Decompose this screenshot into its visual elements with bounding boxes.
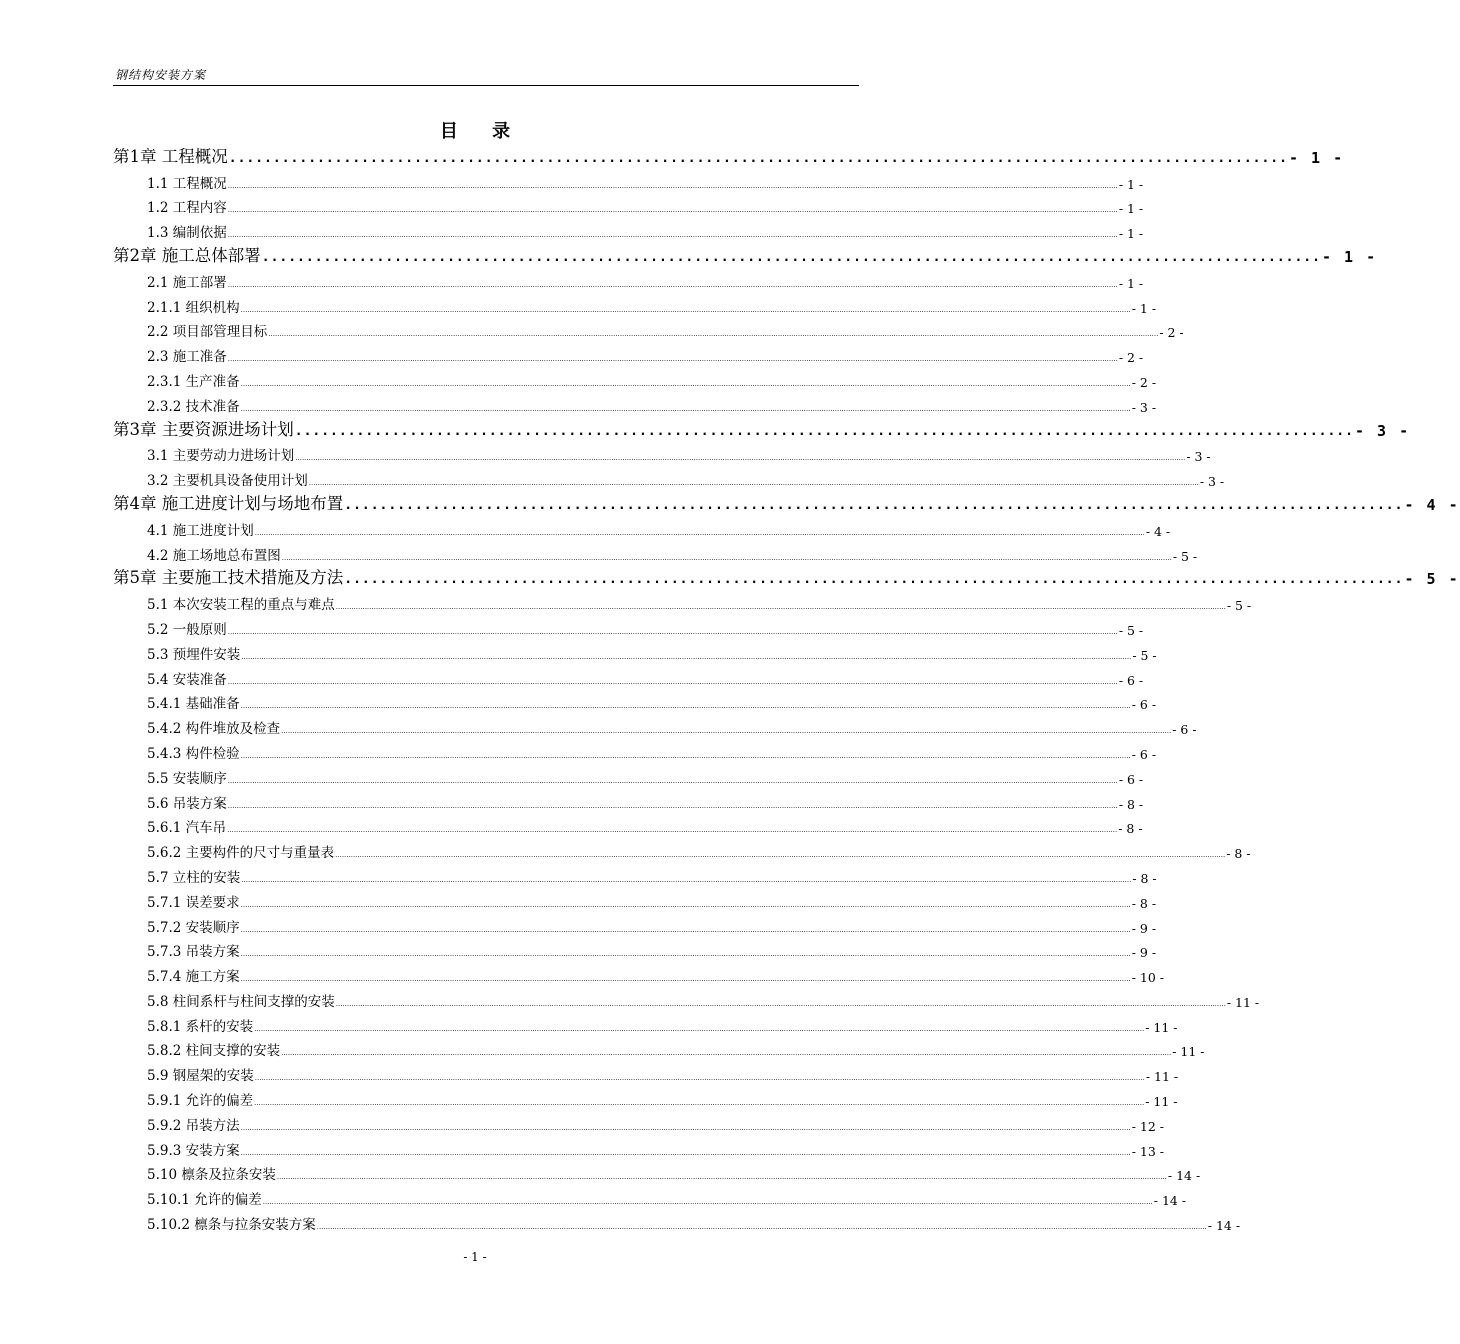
toc-entry-label: 5.7.4 施工方案 xyxy=(147,969,240,986)
toc-section-entry[interactable] xyxy=(113,712,1197,738)
toc-entry-page: - 6 - xyxy=(1131,697,1157,713)
toc-dot-leader: ................................................................................................................................................................................................................................................................................................................................................................................................................ xyxy=(281,727,1172,736)
toc-entry-label: 5.4 安装准备 xyxy=(147,671,227,688)
toc-dot-leader: ........................................................................................................................ xyxy=(294,423,1354,439)
toc-dot-leader: ................................................................................................................................................................................................................................................................................................................................................................................................................ xyxy=(281,1049,1172,1058)
toc-entry-page: - 2 - xyxy=(1118,350,1144,366)
toc-chapter-entry[interactable] xyxy=(113,142,1345,167)
toc-section-entry[interactable] xyxy=(113,936,1157,961)
toc-dot-leader: ................................................................................................................................................................................................................................................................................................................................................................................................................ xyxy=(254,1099,1145,1108)
toc-dot-leader: ................................................................................................................................................................................................................................................................................................................................................................................................................ xyxy=(268,330,1159,339)
toc-dot-leader: ................................................................................................................................................................................................................................................................................................................................................................................................................ xyxy=(227,181,1118,190)
toc-section-entry[interactable] xyxy=(113,911,1157,936)
toc-entry-page: - 5 - xyxy=(1132,647,1157,663)
toc-entry-page: - 12 - xyxy=(1131,1118,1165,1134)
toc-dot-leader: ................................................................................................................................................................................................................................................................................................................................................................................................................ xyxy=(281,553,1172,562)
toc-chapter-entry[interactable] xyxy=(113,564,1460,589)
toc-dot-leader: ................................................................................................................................................................................................................................................................................................................................................................................................................ xyxy=(227,627,1118,636)
toc-section-entry[interactable] xyxy=(113,167,1144,192)
toc-chapter-entry[interactable] xyxy=(113,415,1411,440)
toc-dot-leader: ................................................................................................................................................................................................................................................................................................................................................................................................................ xyxy=(240,702,1131,711)
toc-entry-label: 第2章 施工总体部署 xyxy=(113,245,261,265)
toc-entry-label: 5.7.2 安装顺序 xyxy=(147,919,240,936)
toc-entry-label: 5.5 安装顺序 xyxy=(147,770,227,787)
toc-section-entry[interactable] xyxy=(113,688,1157,713)
toc-chapter-entry[interactable] xyxy=(113,489,1460,514)
toc-entry-label: 2.3.1 生产准备 xyxy=(147,373,240,390)
toc-entry-page: - 13 - xyxy=(1131,1143,1165,1159)
toc-section-entry[interactable] xyxy=(113,365,1157,390)
toc-entry-page: - 5 - xyxy=(1172,548,1198,564)
toc-section-entry[interactable] xyxy=(113,1010,1178,1035)
toc-entry-label: 5.8.2 柱间支撑的安装 xyxy=(147,1043,281,1060)
toc-dot-leader: ........................................................................................................................ xyxy=(228,150,1288,166)
toc-entry-page: - 5 - xyxy=(1404,570,1460,589)
toc-entry-page: - 4 - xyxy=(1404,495,1460,514)
toc-entry-label: 5.3 预埋件安装 xyxy=(147,646,241,663)
toc-entry-page: - 6 - xyxy=(1131,746,1157,762)
toc-dot-leader: ................................................................................................................................................................................................................................................................................................................................................................................................................ xyxy=(227,280,1118,289)
toc-section-entry[interactable] xyxy=(113,1183,1187,1209)
toc-entry-label: 5.9.3 安装方案 xyxy=(147,1142,240,1159)
toc-dot-leader: ................................................................................................................................................................................................................................................................................................................................................................................................................ xyxy=(254,1024,1145,1033)
toc-entry-label: 1.2 工程内容 xyxy=(147,200,227,217)
toc-section-entry[interactable] xyxy=(113,588,1252,614)
toc-section-entry[interactable] xyxy=(113,1208,1241,1234)
toc-section-entry[interactable] xyxy=(113,216,1144,242)
toc-dot-leader: ................................................................................................................................................................................................................................................................................................................................................................................................................ xyxy=(241,652,1132,661)
toc-entry-label: 3.2 主要机具设备使用计划 xyxy=(147,473,308,490)
toc-entry-label: 2.1.1 组织机构 xyxy=(147,299,240,316)
toc-section-entry[interactable] xyxy=(113,539,1198,564)
toc-entry-label: 5.9 钢屋架的安装 xyxy=(147,1068,254,1085)
toc-entry-page: - 8 - xyxy=(1226,846,1251,862)
toc-dot-leader: ................................................................................................................................................................................................................................................................................................................................................................................................................ xyxy=(241,875,1132,884)
toc-dot-leader: ................................................................................................................................................................................................................................................................................................................................................................................................................ xyxy=(227,206,1118,215)
toc-entry-page: - 1 - xyxy=(1118,275,1144,291)
toc-dot-leader: ................................................................................................................................................................................................................................................................................................................................................................................................................ xyxy=(240,975,1131,984)
toc-entry-label: 5.7.1 误差要求 xyxy=(147,894,240,911)
toc-section-entry[interactable] xyxy=(113,390,1157,415)
toc-section-entry[interactable] xyxy=(113,737,1157,762)
toc-section-entry[interactable] xyxy=(113,1109,1165,1134)
toc-entry-label: 第4章 施工进度计划与场地布置 xyxy=(113,493,344,513)
toc-title: 目 录 xyxy=(439,121,525,142)
toc-section-entry[interactable] xyxy=(113,1035,1205,1060)
toc-entry-page: - 11 - xyxy=(1145,1019,1178,1035)
toc-dot-leader: ................................................................................................................................................................................................................................................................................................................................................................................................................ xyxy=(240,379,1131,388)
toc-dot-leader: ................................................................................................................................................................................................................................................................................................................................................................................................................ xyxy=(335,851,1226,860)
toc-dot-leader: ................................................................................................................................................................................................................................................................................................................................................................................................................ xyxy=(240,751,1131,760)
toc-chapter-entry[interactable] xyxy=(113,241,1378,266)
toc-entry-page: - 3 - xyxy=(1186,449,1211,465)
toc-entry-label: 5.4.3 构件检验 xyxy=(147,745,240,762)
toc-entry-page: - 1 - xyxy=(1118,176,1144,192)
toc-entry-page: - 1 - xyxy=(1118,201,1144,217)
toc-entry-page: - 6 - xyxy=(1118,672,1144,688)
toc-dot-leader: ................................................................................................................................................................................................................................................................................................................................................................................................................ xyxy=(262,1198,1153,1207)
toc-section-entry[interactable] xyxy=(113,613,1144,638)
toc-section-entry[interactable] xyxy=(113,1084,1178,1110)
toc-dot-leader: ................................................................................................................................................................................................................................................................................................................................................................................................................ xyxy=(240,950,1131,959)
toc-entry-page: - 1 - xyxy=(1288,148,1345,167)
toc-entry-label: 1.1 工程概况 xyxy=(147,175,227,192)
toc-dot-leader: ................................................................................................................................................................................................................................................................................................................................................................................................................ xyxy=(295,454,1186,463)
toc-section-entry[interactable] xyxy=(113,266,1144,291)
toc-entry-label: 5.7.3 吊装方案 xyxy=(147,944,240,961)
toc-dot-leader: ................................................................................................................................................................................................................................................................................................................................................................................................................ xyxy=(227,677,1118,686)
toc-entry-page: - 6 - xyxy=(1118,771,1144,787)
toc-entry-page: - 11 - xyxy=(1145,1094,1178,1110)
toc-section-entry[interactable] xyxy=(113,762,1144,787)
toc-entry-page: - 11 - xyxy=(1145,1069,1179,1085)
toc-section-entry[interactable] xyxy=(113,514,1171,539)
toc-section-entry[interactable] xyxy=(113,1059,1179,1085)
toc-dot-leader: ................................................................................................................................................................................................................................................................................................................................................................................................................ xyxy=(240,900,1131,909)
toc-dot-leader: ................................................................................................................................................................................................................................................................................................................................................................................................................ xyxy=(240,925,1131,934)
toc-entry-label: 5.6.2 主要构件的尺寸与重量表 xyxy=(147,845,335,862)
toc-entry-page: - 1 - xyxy=(1118,226,1144,242)
toc-entry-page: - 10 - xyxy=(1131,970,1165,986)
toc-dot-leader: ........................................................................................................................ xyxy=(344,497,1404,513)
toc-entry-page: - 2 - xyxy=(1159,325,1184,341)
toc-entry-label: 第5章 主要施工技术措施及方法 xyxy=(113,568,344,588)
toc-entry-label: 5.9.1 允许的偏差 xyxy=(147,1093,254,1110)
toc-entry-page: - 1 - xyxy=(1321,247,1378,266)
toc-dot-leader: ................................................................................................................................................................................................................................................................................................................................................................................................................ xyxy=(254,528,1145,537)
toc-section-entry[interactable] xyxy=(113,291,1157,316)
toc-dot-leader: ................................................................................................................................................................................................................................................................................................................................................................................................................ xyxy=(227,776,1118,785)
toc-entry-label: 5.10 檩条及拉条安装 xyxy=(147,1167,276,1184)
toc-entry-page: - 8 - xyxy=(1132,870,1157,886)
toc-entry-page: - 14 - xyxy=(1153,1193,1187,1209)
toc-entry-page: - 11 - xyxy=(1172,1044,1205,1060)
toc-section-entry[interactable] xyxy=(113,836,1251,862)
toc-section-entry[interactable] xyxy=(113,440,1211,465)
toc-entry-label: 5.4.1 基础准备 xyxy=(147,696,240,713)
toc-entry-page: - 9 - xyxy=(1131,920,1157,936)
toc-entry-label: 5.8 柱间系杆与柱间支撑的安装 xyxy=(147,993,335,1010)
toc-section-entry[interactable] xyxy=(113,340,1144,366)
toc-section-entry[interactable] xyxy=(113,787,1144,812)
toc-dot-leader: ................................................................................................................................................................................................................................................................................................................................................................................................................ xyxy=(227,231,1118,240)
toc-entry-label: 5.7 立柱的安装 xyxy=(147,869,241,886)
toc-dot-leader: ................................................................................................................................................................................................................................................................................................................................................................................................................ xyxy=(227,826,1118,835)
toc-dot-leader: ................................................................................................................................................................................................................................................................................................................................................................................................................ xyxy=(254,1074,1145,1083)
toc-dot-leader: ................................................................................................................................................................................................................................................................................................................................................................................................................ xyxy=(335,603,1226,612)
header-rule xyxy=(113,85,859,86)
toc-entry-label: 4.1 施工进度计划 xyxy=(147,522,254,539)
toc-entry-label: 3.1 主要劳动力进场计划 xyxy=(147,448,295,465)
toc-entry-label: 2.3 施工准备 xyxy=(147,349,227,366)
toc-entry-label: 5.4.2 构件堆放及检查 xyxy=(147,721,281,738)
toc-entry-label: 5.10.1 允许的偏差 xyxy=(147,1192,262,1209)
toc-entry-page: - 2 - xyxy=(1131,374,1157,390)
toc-entry-page: - 3 - xyxy=(1131,399,1157,415)
toc-section-entry[interactable] xyxy=(113,886,1157,911)
toc-entry-page: - 8 - xyxy=(1118,821,1143,837)
footer-page-number: - 1 - xyxy=(463,1250,487,1264)
toc-entry-label: 5.6 吊装方案 xyxy=(147,795,227,812)
toc-entry-page: - 5 - xyxy=(1118,622,1144,638)
toc-entry-page: - 5 - xyxy=(1226,598,1252,614)
toc-entry-page: - 14 - xyxy=(1167,1168,1201,1184)
toc-section-entry[interactable] xyxy=(113,812,1143,837)
toc-section-entry[interactable] xyxy=(113,663,1144,688)
toc-entry-page: - 4 - xyxy=(1145,523,1171,539)
toc-dot-leader: ................................................................................................................................................................................................................................................................................................................................................................................................................ xyxy=(227,355,1118,364)
toc-entry-page: - 3 - xyxy=(1199,474,1225,490)
toc-entry-page: - 8 - xyxy=(1131,895,1157,911)
toc-entry-label: 1.3 编制依据 xyxy=(147,225,227,242)
toc-entry-label: 4.2 施工场地总布置图 xyxy=(147,547,281,564)
toc-entry-label: 5.10.2 檩条与拉条安装方案 xyxy=(147,1217,316,1234)
toc-entry-label: 第3章 主要资源进场计划 xyxy=(113,419,294,439)
toc-entry-page: - 1 - xyxy=(1131,300,1157,316)
toc-entry-label: 5.6.1 汽车吊 xyxy=(147,820,227,837)
toc-section-entry[interactable] xyxy=(113,638,1157,663)
toc-dot-leader: ................................................................................................................................................................................................................................................................................................................................................................................................................ xyxy=(240,1148,1131,1157)
toc-entry-label: 5.8.1 系杆的安装 xyxy=(147,1018,254,1035)
toc-section-entry[interactable] xyxy=(113,861,1157,886)
toc-entry-page: - 3 - xyxy=(1354,421,1411,440)
toc-entry-label: 5.2 一般原则 xyxy=(147,621,227,638)
toc-entry-label: 2.2 项目部管理目标 xyxy=(147,324,268,341)
toc-dot-leader: ................................................................................................................................................................................................................................................................................................................................................................................................................ xyxy=(240,305,1131,314)
toc-section-entry[interactable] xyxy=(113,1134,1165,1159)
toc-dot-leader: ................................................................................................................................................................................................................................................................................................................................................................................................................ xyxy=(276,1173,1167,1182)
toc-section-entry[interactable] xyxy=(113,985,1260,1010)
toc-dot-leader: ................................................................................................................................................................................................................................................................................................................................................................................................................ xyxy=(240,404,1131,413)
toc-entry-page: - 11 - xyxy=(1226,994,1260,1010)
toc-entry-page: - 9 - xyxy=(1131,945,1157,961)
toc-section-entry[interactable] xyxy=(113,192,1144,217)
toc-entry-label: 5.9.2 吊装方法 xyxy=(147,1117,240,1134)
toc-entry-label: 5.1 本次安装工程的重点与难点 xyxy=(147,597,335,614)
toc-section-entry[interactable] xyxy=(113,316,1184,341)
toc-dot-leader: ................................................................................................................................................................................................................................................................................................................................................................................................................ xyxy=(240,1123,1131,1132)
running-header: 钢结构安装方案 xyxy=(115,68,207,82)
toc-section-entry[interactable] xyxy=(113,1159,1201,1184)
toc-dot-leader: ................................................................................................................................................................................................................................................................................................................................................................................................................ xyxy=(316,1223,1207,1232)
toc-dot-leader: ........................................................................................................................ xyxy=(344,572,1404,588)
toc-dot-leader: ................................................................................................................................................................................................................................................................................................................................................................................................................ xyxy=(335,999,1226,1008)
toc-dot-leader: ........................................................................................................................ xyxy=(261,249,1321,265)
toc-entry-page: - 8 - xyxy=(1118,796,1144,812)
toc-dot-leader: ................................................................................................................................................................................................................................................................................................................................................................................................................ xyxy=(227,801,1118,810)
toc-entry-label: 2.1 施工部署 xyxy=(147,274,227,291)
toc-entry-label: 第1章 工程概况 xyxy=(113,146,228,166)
toc-section-entry[interactable] xyxy=(113,464,1225,490)
toc-list xyxy=(113,142,1460,1234)
toc-entry-page: - 14 - xyxy=(1207,1218,1241,1234)
toc-entry-label: 2.3.2 技术准备 xyxy=(147,398,240,415)
toc-entry-page: - 6 - xyxy=(1172,722,1197,738)
toc-dot-leader: ................................................................................................................................................................................................................................................................................................................................................................................................................ xyxy=(308,479,1199,488)
toc-section-entry[interactable] xyxy=(113,960,1165,986)
